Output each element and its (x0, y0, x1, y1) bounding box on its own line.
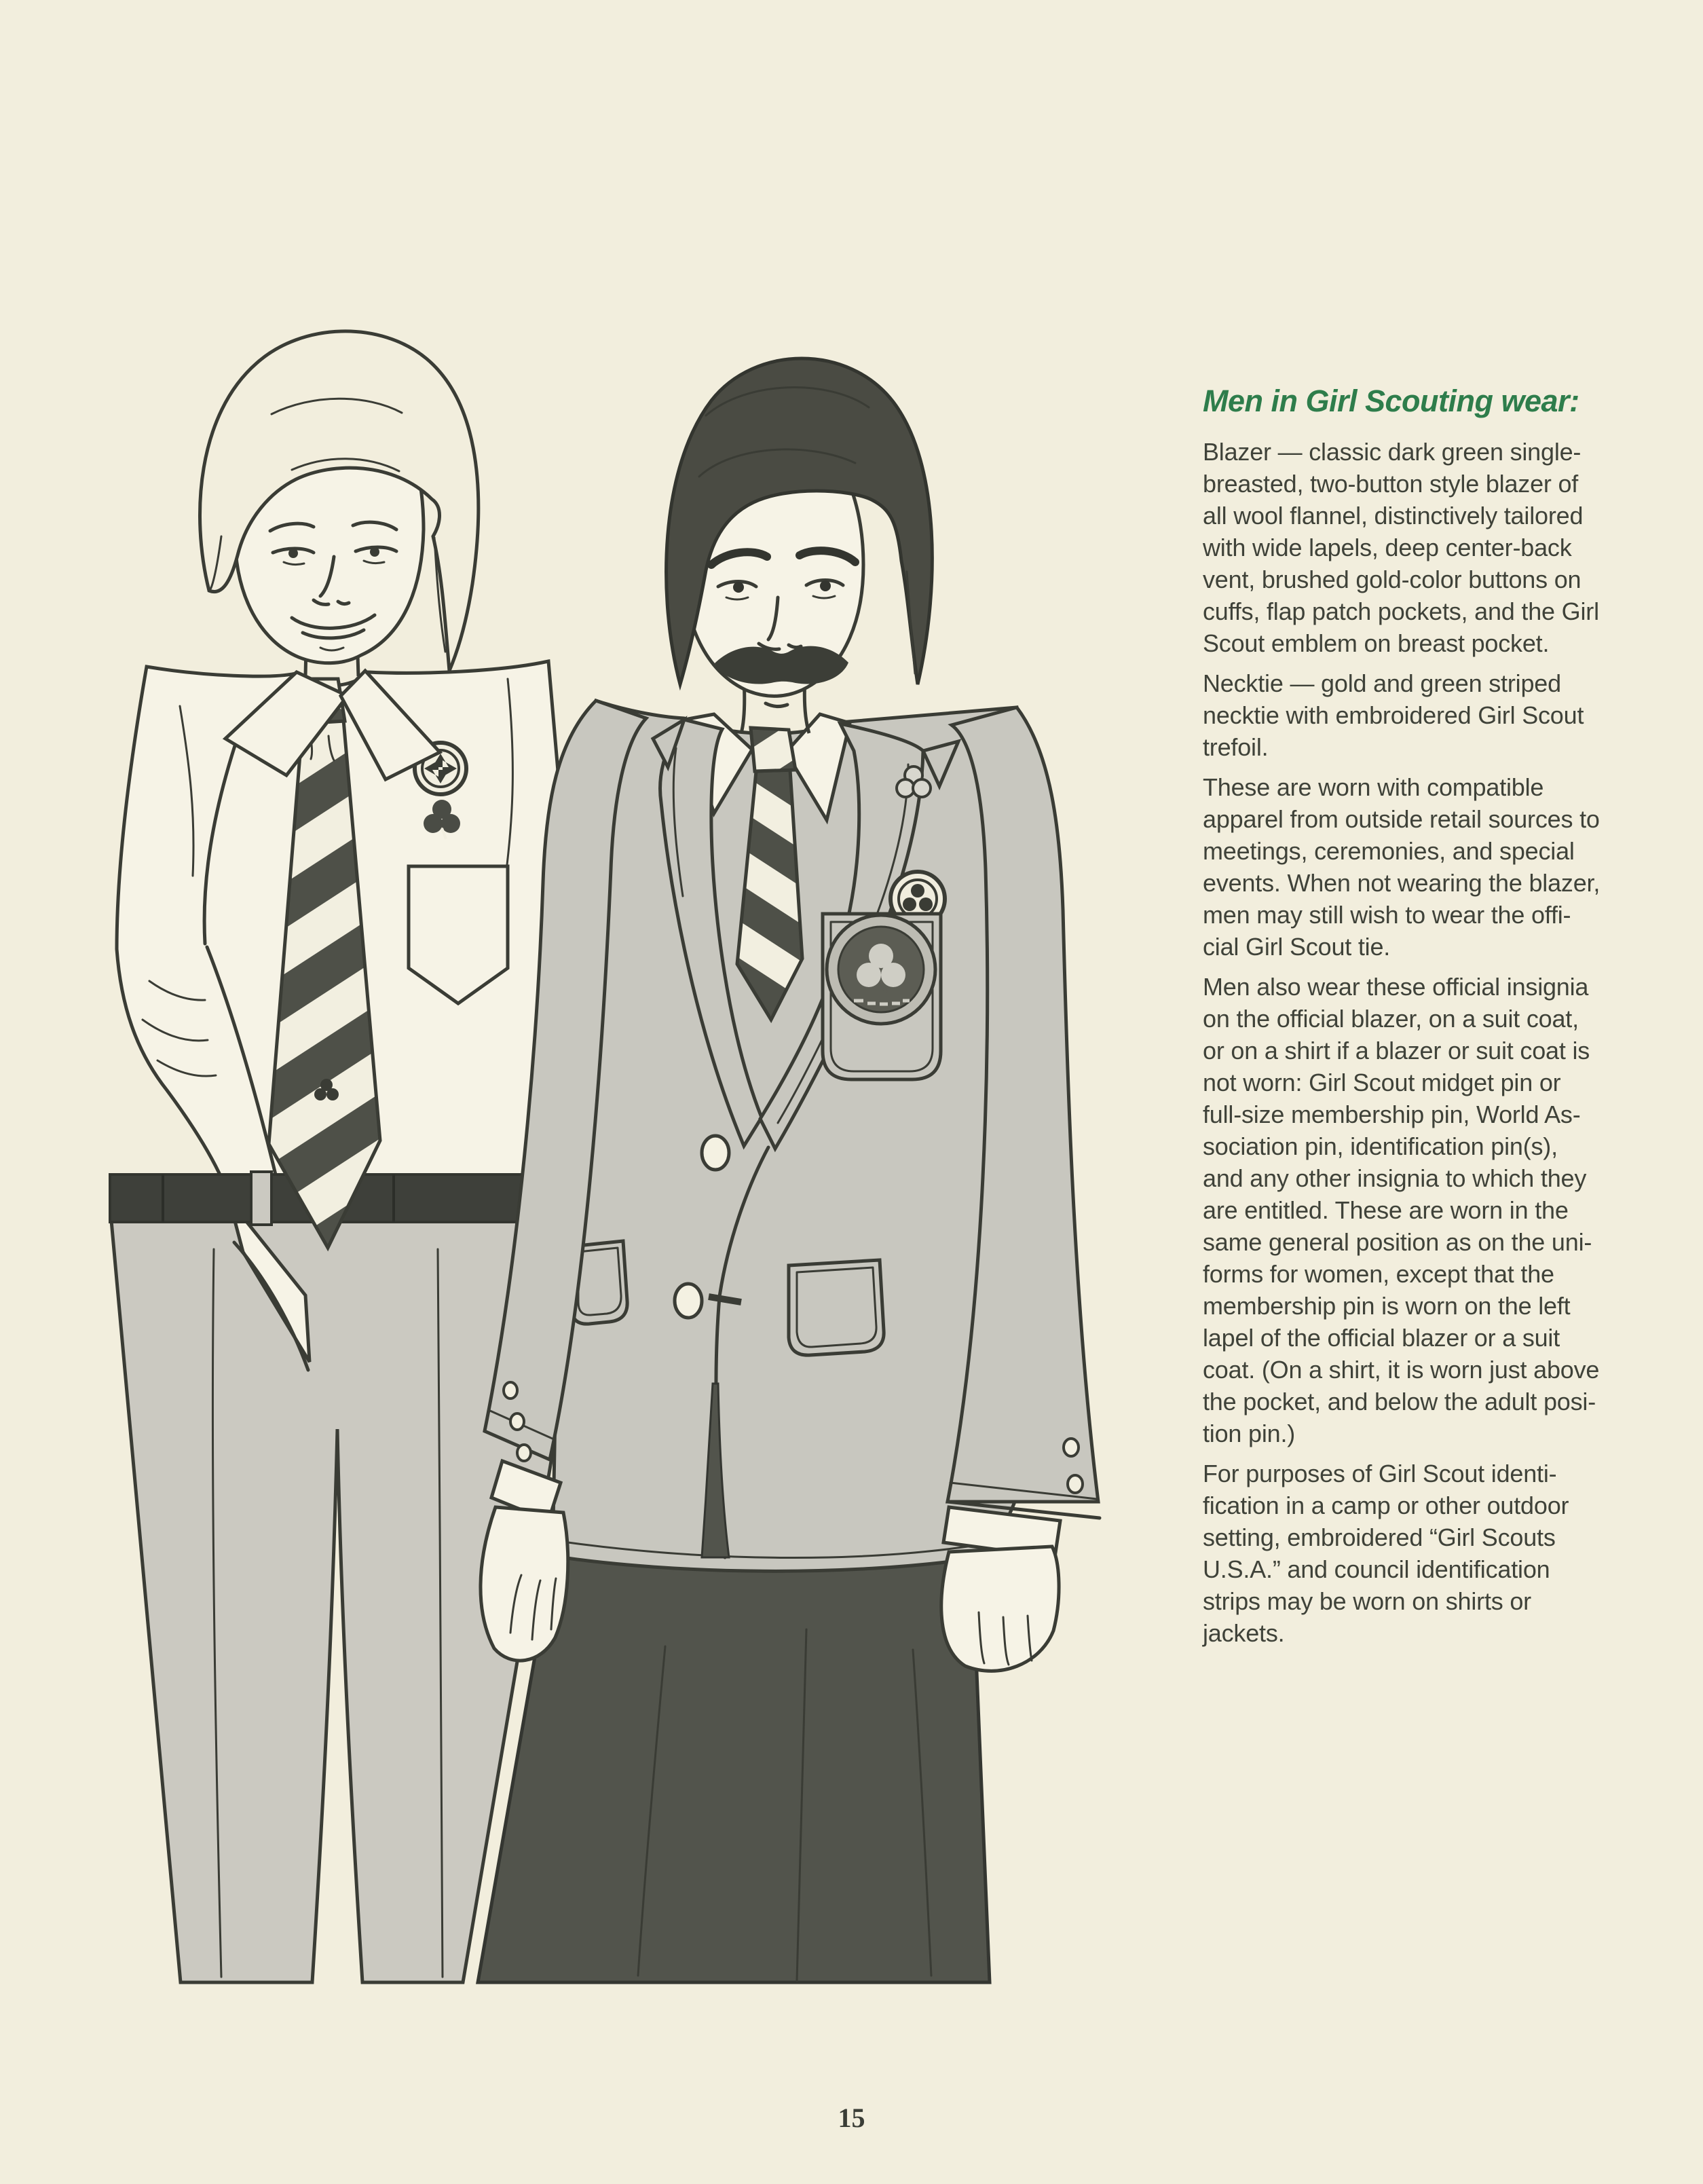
text-line: breasted, two-button style blazer of (1203, 470, 1579, 498)
text-line: cuffs, flap patch pockets, and the Girl (1203, 597, 1599, 625)
text-line: events. When not wearing the blazer, (1203, 869, 1601, 897)
left-man-head (200, 331, 479, 676)
text-line: Blazer — classic dark green single- (1203, 438, 1582, 466)
girl-scout-emblem-icon (827, 915, 935, 1024)
text-line: U.S.A.” and council identification (1203, 1555, 1550, 1583)
cuff-button (1068, 1475, 1083, 1493)
blazer-button (675, 1284, 702, 1318)
text-line: fication in a camp or other outdoor (1203, 1492, 1569, 1519)
text-line: trefoil. (1203, 733, 1269, 761)
page-number: 15 (838, 2103, 865, 2133)
illustration-men-in-girl-scouting-uniforms (68, 299, 1154, 2037)
paragraph-identification (1203, 1458, 1685, 1649)
text-line: the pocket, and below the adult posi- (1203, 1388, 1596, 1415)
paragraph-necktie (1203, 667, 1685, 763)
text-line: are entitled. These are worn in the (1203, 1196, 1569, 1224)
text-line: coat. (On a shirt, it is worn just above (1203, 1356, 1600, 1384)
text-line: necktie with embroidered Girl Scout (1203, 701, 1584, 729)
text-line: men may still wish to wear the offi- (1203, 901, 1571, 929)
text-column (1203, 384, 1685, 1657)
text-line: and any other insignia to which they (1203, 1164, 1587, 1192)
cuff-button (1064, 1439, 1079, 1456)
page-heading: Men in Girl Scouting wear: (1203, 384, 1579, 418)
paragraph-worn-with (1203, 771, 1685, 963)
text-line: Necktie — gold and green striped (1203, 669, 1561, 697)
text-line: on the official blazer, on a suit coat, (1203, 1005, 1579, 1033)
cuff-button (517, 1445, 531, 1461)
text-line: or on a shirt if a blazer or suit coat is (1203, 1037, 1590, 1065)
text-line: sociation pin, identification pin(s), (1203, 1132, 1558, 1160)
text-line: lapel of the official blazer or a suit (1203, 1324, 1560, 1352)
text-line: For purposes of Girl Scout identi- (1203, 1460, 1557, 1487)
right-hand (941, 1547, 1059, 1671)
text-line: full-size membership pin, World As- (1203, 1100, 1581, 1128)
text-line: apparel from outside retail sources to (1203, 805, 1600, 833)
text-line: tion pin.) (1203, 1420, 1296, 1447)
paragraph-insignia (1203, 971, 1685, 1449)
text-line: jackets. (1203, 1619, 1285, 1647)
text-line: setting, embroidered “Girl Scouts (1203, 1523, 1556, 1551)
text-line: same general position as on the uni- (1203, 1228, 1592, 1256)
right-man-figure (478, 358, 1100, 1982)
text-line: with wide lapels, deep center-back (1203, 534, 1572, 561)
text-line: Scout emblem on breast pocket. (1203, 629, 1550, 657)
text-line: forms for women, except that the (1203, 1260, 1554, 1288)
cuff-button (510, 1413, 524, 1430)
paragraph-blazer (1203, 436, 1685, 659)
text-line: vent, brushed gold-color buttons on (1203, 566, 1582, 593)
text-line: cial Girl Scout tie. (1203, 933, 1391, 961)
breast-pocket (823, 914, 941, 1079)
text-line: meetings, ceremonies, and special (1203, 837, 1575, 865)
right-man-head (667, 358, 933, 733)
text-line: all wool flannel, distinctively tailored (1203, 502, 1584, 530)
text-line: membership pin is worn on the left (1203, 1292, 1571, 1320)
text-line: These are worn with compatible (1203, 773, 1544, 801)
text-line: not worn: Girl Scout midget pin or (1203, 1069, 1561, 1096)
blazer-button (702, 1136, 729, 1170)
cuff-button (504, 1382, 517, 1399)
text-line: strips may be worn on shirts or (1203, 1587, 1531, 1615)
text-line: Men also wear these official insignia (1203, 973, 1589, 1001)
